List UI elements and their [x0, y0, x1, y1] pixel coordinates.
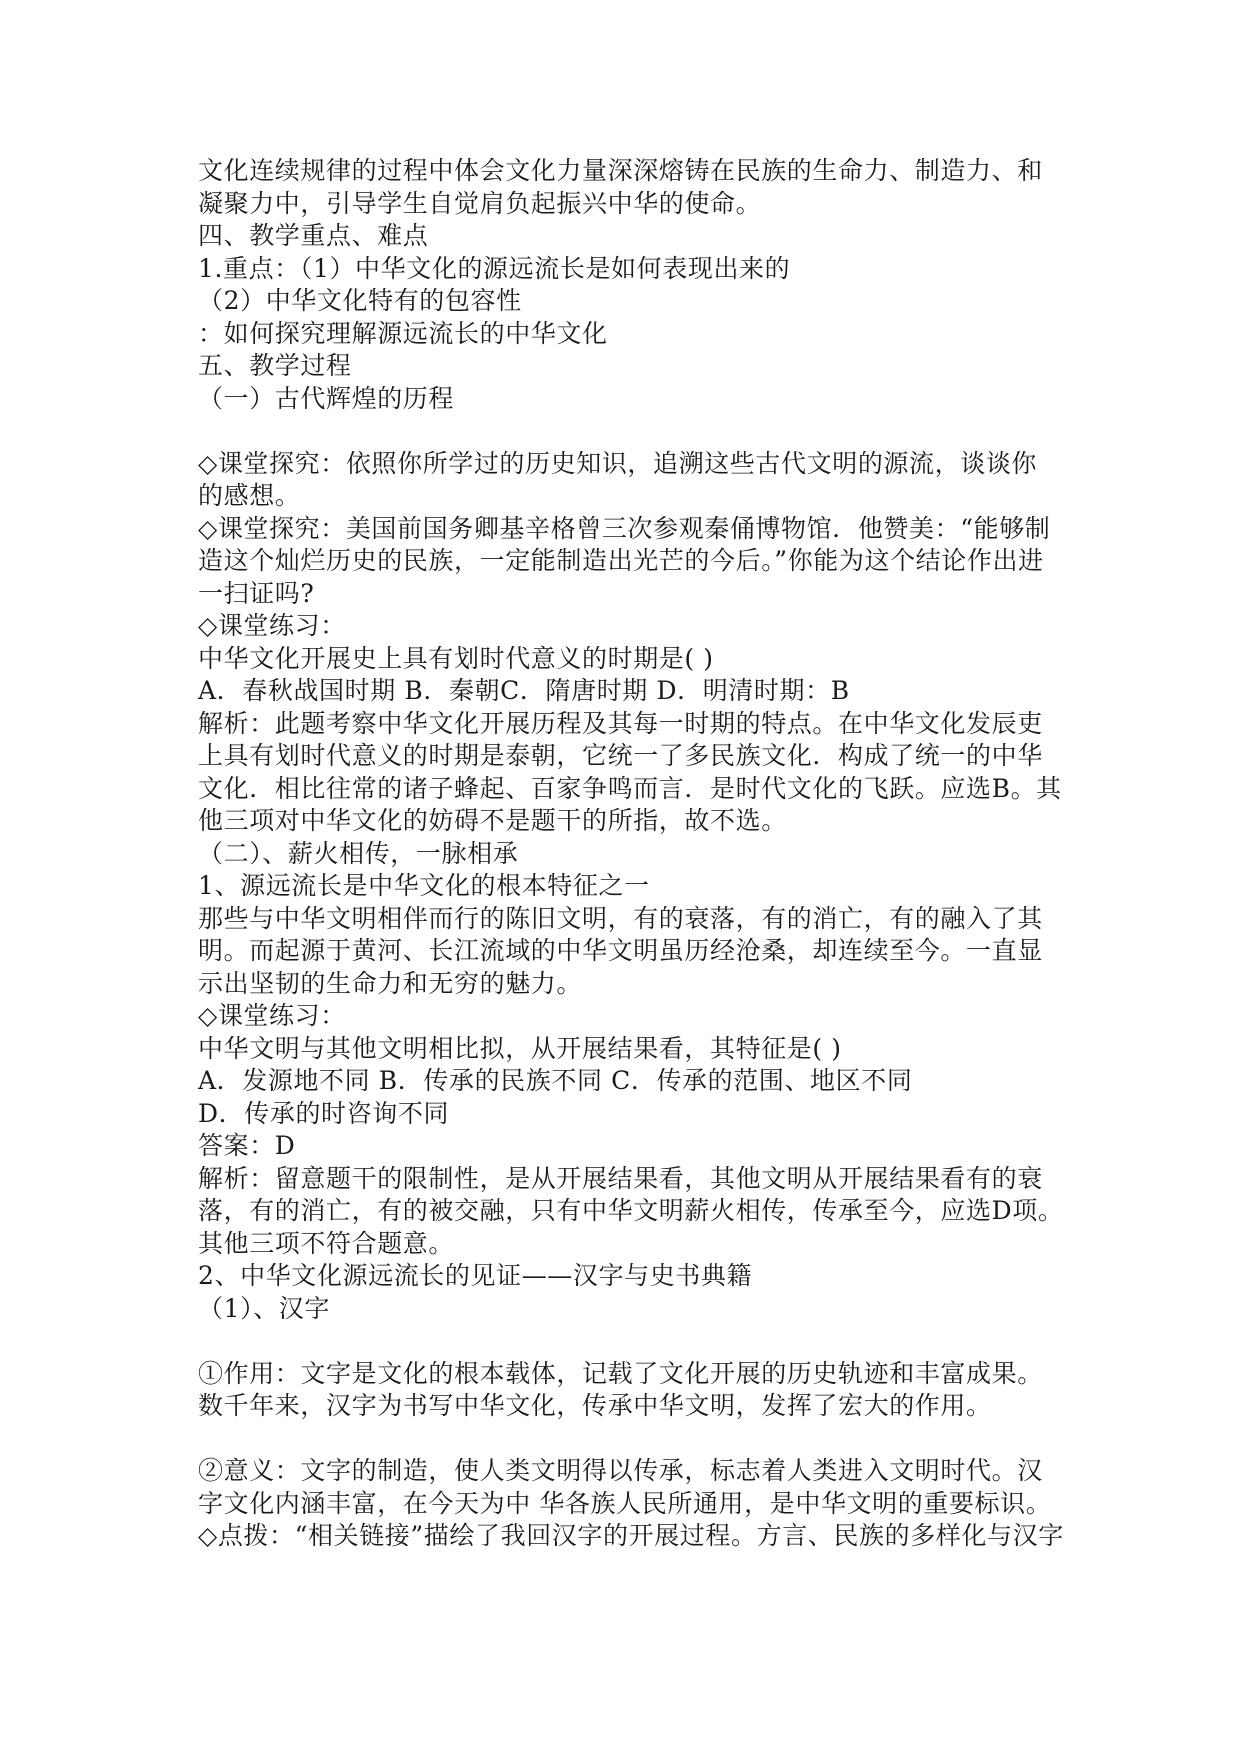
text-line: 造这个灿烂历史的民族，一定能制造出光芒的今后。”你能为这个结论作出进	[198, 546, 1044, 575]
text-line: （一）古代辉煌的历程	[198, 383, 455, 413]
text-line: ◇课堂探究：依照你所学过的历史知识，追溯这些古代文明的源流，谈谈你	[198, 448, 1038, 478]
blank-line	[198, 1325, 1058, 1358]
text-line: ◇课堂练习：	[198, 1001, 346, 1030]
text-line: 解析：此题考察中华文化开展历程及其每一时期的特点。在中华文化发辰吏	[198, 708, 1043, 738]
text-line: ◇课堂探究：美国前国务卿基辛格曾三次参观秦俑博物馆．他赞美：“能够制	[198, 513, 1051, 543]
text-line: 上具有划时代意义的时期是泰朝，它统一了多民族文化．构成了统一的中华	[198, 741, 1043, 770]
text-line: 数千年来，汉字为书写中华文化，传承中华文明，发挥了宏大的作用。	[198, 1391, 992, 1420]
text-line: 答案：D	[198, 1131, 296, 1160]
text-line: 他三项对中华文化的妨碍不是题干的所指，故不选。	[198, 806, 787, 835]
text-line: A．春秋战国时期 B．秦朝C．隋唐时期 D．明清时期：B	[198, 676, 850, 705]
text-line: A．发源地不同 B．传承的民族不同 C．传承的范围、地区不同	[198, 1066, 913, 1095]
text-line: （2）中华文化特有的包容性	[198, 286, 522, 315]
text-line: （二）、薪火相传，一脉相承	[198, 838, 519, 868]
text-line: （1）、汉字	[198, 1293, 331, 1323]
text-line: 2、中华文化源远流长的见证——汉字与史书典籍	[198, 1261, 753, 1290]
text-line: 四、教学重点、难点	[198, 221, 429, 250]
text-line: ◇课堂练习：	[198, 611, 346, 640]
text-line: 1、源远流长是中华文化的根本特征之一	[198, 871, 650, 900]
text-line: 字文化内涵丰富，在今天为中 华各族人民所通用，是中华文明的重要标识。	[198, 1488, 1052, 1518]
text-line: 其他三项不符合题意。	[198, 1228, 455, 1258]
blank-line	[198, 1423, 1058, 1456]
text-line: 凝聚力中，引导学生自觉肩负起振兴中华的使命。	[198, 188, 762, 218]
text-line: ：如何探究理解源远流长的中华文化	[198, 318, 608, 348]
text-line: 的感想。	[198, 481, 301, 510]
text-line: 文化连续规律的过程中体会文化力量深深熔铸在民族的生命力、制造力、和	[198, 156, 1043, 185]
text-line: 明。而起源于黄河、长江流域的中华文明虽历经沧桑，却连续至今。一直显	[198, 936, 1043, 965]
text-line: ②意义：文字的制造，使人类文明得以传承，标志着人类进入文明时代。汉	[198, 1456, 1043, 1485]
text-line: 一扫证吗?	[198, 578, 315, 608]
document-body	[198, 155, 1064, 1553]
text-line: 解析：留意题干的限制性，是从开展结果看，其他文明从开展结果看有的衰	[198, 1163, 1043, 1193]
text-line: 中华文化开展史上具有划时代意义的时期是( )	[198, 643, 714, 673]
text-line: ①作用：文字是文化的根本载体，记载了文化开展的历史轨迹和丰富成果。	[198, 1358, 1043, 1388]
text-line: 中华文明与其他文明相比拟，从开展结果看，其特征是( )	[198, 1033, 842, 1063]
blank-line	[198, 415, 1058, 448]
text-line: 文化．相比往常的诸子蜂起、百家争鸣而言．是时代文化的飞跃。应选B。其	[198, 773, 1062, 803]
text-line: 示出坚韧的生命力和无穷的魅力。	[198, 968, 583, 998]
text-line: ◇点拨：“相关链接”描绘了我回汉字的开展过程。方言、民族的多样化与汉字	[198, 1521, 1064, 1550]
text-line: D．传承的时咨询不同	[198, 1098, 450, 1128]
text-line: 落，有的消亡，有的被交融，只有中华文明薪火相传，传承至今，应选D项。	[198, 1196, 1064, 1225]
text-line: 五、教学过程	[198, 351, 352, 380]
text-line: 1.重点：（1）中华文化的源远流长是如何表现出来的	[198, 253, 791, 283]
text-line: 那些与中华文明相伴而行的陈旧文明，有的衰落，有的消亡，有的融入了其	[198, 903, 1043, 933]
